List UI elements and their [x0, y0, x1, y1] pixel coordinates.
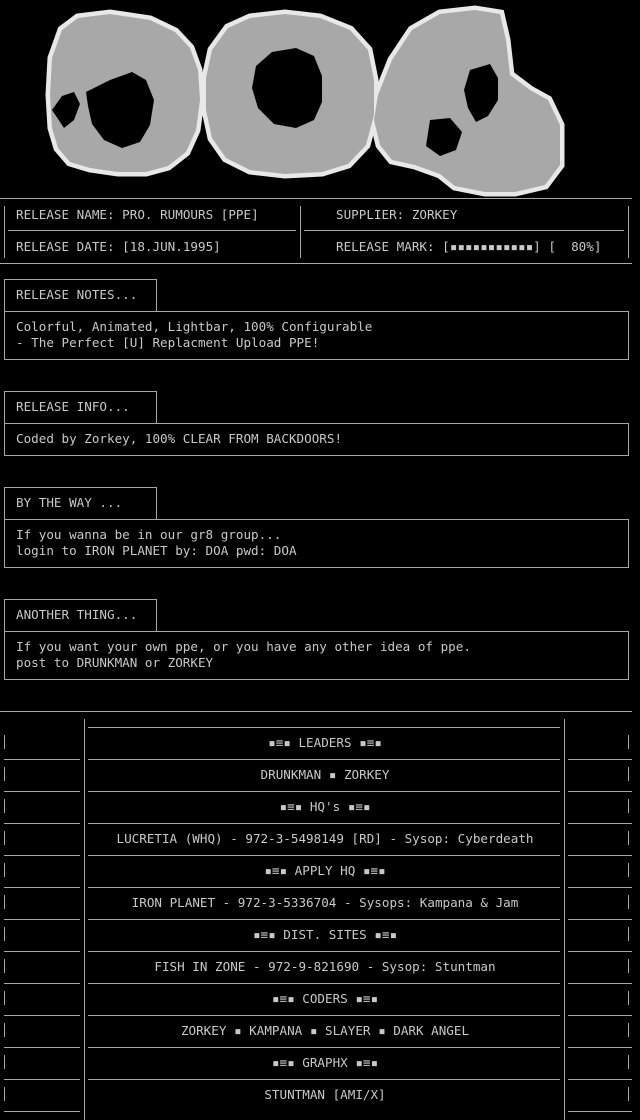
roster-heading-leaders: ▪≡▪ LEADERS ▪≡▪ [268, 735, 382, 750]
roster-divider [4, 1079, 80, 1080]
roster-edge [628, 991, 629, 1005]
roster-edge [4, 735, 5, 749]
doa-logo [0, 0, 640, 205]
roster-divider [88, 1015, 560, 1016]
roster-divider [88, 823, 560, 824]
roster-edge [4, 1087, 5, 1101]
roster-divider [4, 983, 80, 984]
roster-divider [568, 1015, 632, 1016]
roster-edge [4, 767, 5, 781]
roster-divider [568, 1047, 632, 1048]
section-line: Coded by Zorkey, 100% CLEAR FROM BACKDOORS! [16, 431, 343, 446]
roster-divider [568, 823, 632, 824]
supplier-value: ZORKEY [411, 207, 458, 222]
roster-divider [568, 759, 632, 760]
roster-edge [4, 863, 5, 877]
section-line: If you wanna be in our gr8 group... [16, 527, 282, 542]
roster-divider [568, 887, 632, 888]
roster-edge [628, 1055, 629, 1069]
roster-divider [4, 855, 80, 856]
roster-edge [628, 927, 629, 941]
roster-entry: STUNTMAN [AMI/X] [264, 1087, 386, 1102]
roster-edge [4, 1023, 5, 1037]
roster-heading-apply-hq: ▪≡▪ APPLY HQ ▪≡▪ [264, 863, 386, 878]
section-title-release-info: RELEASE INFO... [16, 399, 130, 414]
roster-edge [4, 991, 5, 1005]
roster-edge [4, 959, 5, 973]
roster-heading-hqs: ▪≡▪ HQ's ▪≡▪ [279, 799, 371, 814]
roster-edge [628, 799, 629, 813]
release-name-label: RELEASE NAME: [16, 207, 115, 222]
roster-edge [628, 863, 629, 877]
release-mark-bar: [▪▪▪▪▪▪▪▪▪▪▪] [442, 239, 541, 254]
supplier-label: SUPPLIER: [336, 207, 405, 222]
roster-edge [628, 1023, 629, 1037]
roster-divider [4, 951, 80, 952]
roster-entry: LUCRETIA (WHQ) - 972-3-5498149 [RD] - Sysop: Cyberdeath [116, 831, 534, 846]
roster-divider [4, 759, 80, 760]
roster-edge [4, 927, 5, 941]
roster-heading-coders: ▪≡▪ CODERS ▪≡▪ [271, 991, 379, 1006]
release-name-value: PRO. RUMOURS [PPE] [122, 207, 259, 222]
release-date-value: [18.JUN.1995] [122, 239, 221, 254]
roster-divider [568, 951, 632, 952]
section-title-another-thing: ANOTHER THING... [16, 607, 138, 622]
roster-edge [4, 799, 5, 813]
roster-edge [628, 831, 629, 845]
roster-edge [4, 1055, 5, 1069]
section-line: post to DRUNKMAN or ZORKEY [16, 655, 214, 670]
roster-divider [568, 1079, 632, 1080]
roster-divider [88, 791, 560, 792]
roster-divider [88, 1047, 560, 1048]
roster-entry: FISH IN ZONE - 972-9-821690 - Sysop: Stuntman [154, 959, 496, 974]
roster-divider [88, 1079, 560, 1080]
roster-edge [628, 959, 629, 973]
roster-divider [88, 951, 560, 952]
section-line: If you want your own ppe, or you have any other idea of ppe. [16, 639, 471, 654]
roster-edge [628, 735, 629, 749]
roster-divider [88, 983, 560, 984]
release-mark-label: RELEASE MARK: [336, 239, 435, 254]
roster-divider [4, 1111, 80, 1112]
roster-entry: ZORKEY ▪ KAMPANA ▪ SLAYER ▪ DARK ANGEL [180, 1023, 470, 1038]
release-name-row [16, 207, 259, 223]
section-line: - The Perfect [U] Replacment Upload PPE! [16, 335, 320, 350]
roster-divider [4, 791, 80, 792]
roster-heading-dist-sites: ▪≡▪ DIST. SITES ▪≡▪ [252, 927, 398, 942]
roster-divider [568, 983, 632, 984]
roster-divider [88, 727, 560, 728]
roster-heading-graphx: ▪≡▪ GRAPHX ▪≡▪ [271, 1055, 379, 1070]
roster-edge [628, 767, 629, 781]
roster-divider [4, 1047, 80, 1048]
supplier-row [336, 207, 457, 223]
roster-divider [88, 759, 560, 760]
roster-divider [4, 1015, 80, 1016]
release-date-row [16, 239, 221, 255]
roster-edge [628, 895, 629, 909]
roster-divider [4, 919, 80, 920]
release-date-label: RELEASE DATE: [16, 239, 115, 254]
section-title-release-notes: RELEASE NOTES... [16, 287, 138, 302]
roster-divider [4, 887, 80, 888]
roster-divider [88, 855, 560, 856]
section-line: Colorful, Animated, Lightbar, 100% Configurable [16, 319, 373, 334]
roster-entry: IRON PLANET - 972-3-5336704 - Sysops: Kampana & Jam [131, 895, 519, 910]
roster-divider [88, 887, 560, 888]
release-mark-row [336, 239, 601, 255]
release-mark-value: [ 80%] [548, 239, 602, 254]
roster-entry: DRUNKMAN ▪ ZORKEY [260, 767, 390, 782]
section-title-by-the-way: BY THE WAY ... [16, 495, 123, 510]
roster-edge [4, 895, 5, 909]
roster-divider [568, 919, 632, 920]
roster-divider [88, 919, 560, 920]
roster-divider [4, 823, 80, 824]
roster-divider [568, 791, 632, 792]
roster-divider [568, 1111, 632, 1112]
section-line: login to IRON PLANET by: DOA pwd: DOA [16, 543, 297, 558]
roster-edge [628, 1087, 629, 1101]
roster-divider [568, 855, 632, 856]
roster-edge [4, 831, 5, 845]
